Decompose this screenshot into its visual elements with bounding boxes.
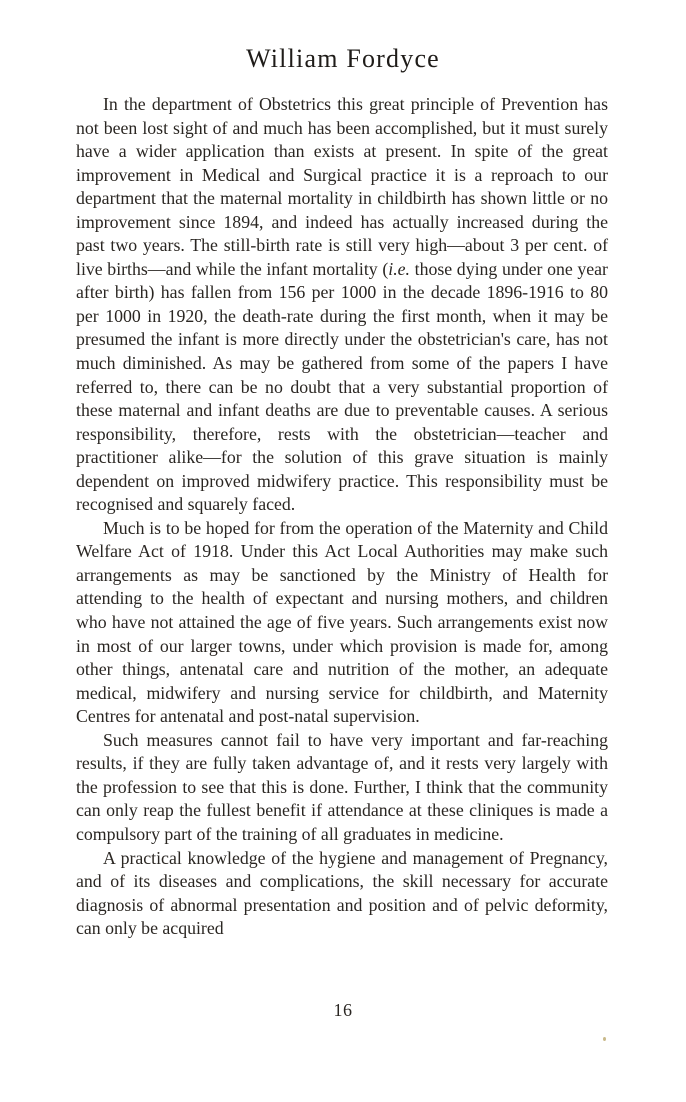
italic-abbreviation: i.e. [388, 258, 410, 279]
paragraph-maternity-welfare-act: Much is to be hoped for from the operation of the Maternity and Child Welfare Act of 1918. Under this Act Local Authorities may make such arrangements as may be sanctioned by the Ministry of Health for attending to the health of expectant and nursing mothers, and children who have not attained the age of five years. Such arrangements exist now in most of our larger towns, under which provision is made for, among other things, antenatal care and nutrition of the mother, an adequate medical, midwifery and nursing service for childbirth, and Maternity Centres for antenatal and post-natal supervision. [76, 517, 608, 727]
page-number: 16 [333, 1000, 353, 1020]
paper-speck [603, 1037, 606, 1041]
body-text [76, 93, 608, 941]
paragraph-measures-results: Such measures cannot fail to have very important and far-reaching results, if they are fully taken advantage of, and it rests very largely with the profession to see that this is done. Further, I think that the community can only reap the fullest benefit if attendance at these cliniques is made a compulsory part of the training of all graduates in medicine. [76, 729, 608, 844]
paragraph-obstetrics-prevention: In the department of Obstetrics this great principle of Prevention has not been lost sight of and much has been accomplished, but it must surely have a wider application than exists at present. In spite of the great improvement in Medical and Surgical practice it is a reproach to our department that the maternal mortality in childbirth has shown little or no improvement since 1894, and indeed has actually increased during the past two years. The still-birth rate is still very high—about 3 per cent. of live births—and while the infant mortality (i.e. those dying under one year after birth) has fallen from 156 per 1000 in the decade 1896-1916 to 80 per 1000 in 1920, the death-rate during the first month, when it may be presumed the infant is more directly under the obstetrician's care, has not much diminished. As may be gathered from some of the papers I have referred to, there can be no doubt that a very substantial proportion of these maternal and infant deaths are due to preventable causes. A serious responsibility, therefore, rests with the obstetrician—teacher and practitioner alike—for the solution of this grave situation is mainly dependent on improved midwifery practice. This responsibility must be recognised and squarely faced. [76, 94, 608, 515]
running-title: William Fordyce [246, 44, 440, 73]
paragraph-practical-knowledge: A practical knowledge of the hygiene and management of Pregnancy, and of its diseases and complications, the skill necessary for accurate diagnosis of abnormal presentation and position and of pelvic deformity, can only be acquired [76, 847, 608, 939]
